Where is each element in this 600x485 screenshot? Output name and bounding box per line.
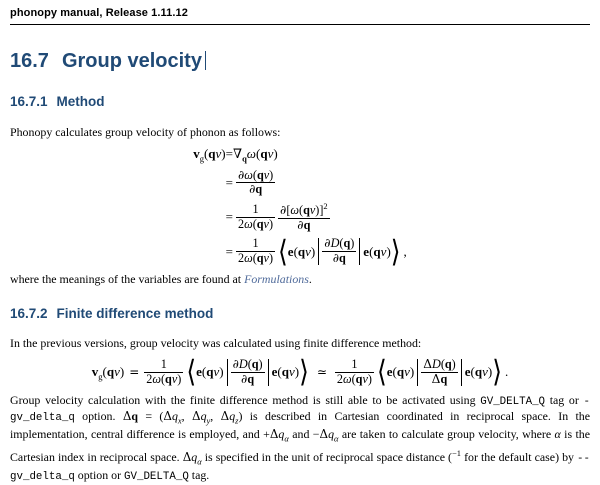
fd-description-paragraph: Group velocity calculation with the finite difference method is still able to be activated using GV_DELTA_Q tag or -gv_delta_q option. $\Delta q = (\Delta q_x$, $\Delta q_y$, $\Delta q_z$) is described in Cartesian coordinated in reciprocal space. In the implementation, central difference is employed, and $+\Delta q_\alpha$ and $-\Delta q_\alpha$ are taken to calculate group velocity, where α is the Cartesian index in reciprocal space. $\Delta q_\alpha$ is specified in the unit of reciprocal space distance ($^{-1}$ for the default case) by --gv_delta_q option or GV_DELTA_Q tag. bbox=[10, 392, 590, 484]
math-run: $=\nabla_q\omega(q\nu)$ bbox=[225, 146, 278, 164]
eigenvector-symbol: e(qν) bbox=[363, 243, 391, 259]
where-paragraph: where the meanings of the variables are found at Formulations. bbox=[10, 271, 312, 286]
eigenvector-symbol: e(qν) bbox=[386, 364, 415, 380]
equation-group-velocity-derivation bbox=[193, 146, 407, 269]
vertical-bar bbox=[227, 359, 228, 385]
vg-symbol: $v_g(q\nu)$ bbox=[193, 146, 226, 164]
math-inverse-unit: −1 bbox=[452, 447, 462, 458]
equals-sign: = bbox=[225, 243, 233, 259]
fd-intro-paragraph: In the previous versions, group velocity was calculated using finite difference method: bbox=[10, 336, 422, 350]
qnu-argument: (qν) bbox=[201, 364, 224, 380]
equals-sign: = bbox=[225, 174, 233, 190]
approx-equal-sign: ≃ bbox=[316, 365, 327, 380]
fraction-one-over-2omega: $\frac{1}{2\omega(q\nu)}$ bbox=[146, 357, 182, 386]
qnu-argument: (qν) bbox=[252, 251, 274, 266]
subsection-title: Method bbox=[56, 94, 105, 109]
math-alpha: α bbox=[554, 427, 561, 442]
running-header: phonopy manual, Release 1.11.12 bbox=[10, 7, 590, 25]
qnu-argument: (qν) bbox=[252, 216, 274, 231]
subsection-number: 16.7.1 bbox=[10, 94, 48, 109]
qnu-argument: (qν) bbox=[299, 203, 320, 218]
fraction-denominator: ∂q bbox=[278, 218, 330, 233]
qnu-argument: (qν) bbox=[351, 371, 372, 386]
trailing-period: . bbox=[504, 364, 509, 380]
fraction-dD-dq bbox=[322, 237, 356, 265]
fraction-numerator: ΔD(q) bbox=[423, 357, 456, 372]
eigenvector-symbol: e(qν) bbox=[287, 243, 316, 259]
inline-code-gv-delta-q-option2: --gv_delta_q bbox=[10, 452, 590, 484]
math-plus-delta-q-alpha: $+\Delta q_\alpha$ bbox=[263, 427, 289, 444]
fraction-one-over-2omega: $\frac{1}{2\omega(q\nu)}$ bbox=[237, 202, 274, 231]
math-minus-delta-q-alpha: $-\Delta q_\alpha$ bbox=[312, 427, 339, 444]
equation-finite-difference bbox=[10, 354, 590, 390]
eigenvector-symbol: e(qν) bbox=[464, 364, 493, 380]
fraction-domega-dq bbox=[236, 169, 275, 197]
section-number: 16.7 bbox=[10, 50, 49, 72]
eigenvector-symbol: e(qν) bbox=[196, 364, 224, 380]
subsection-number: 16.7.2 bbox=[10, 306, 48, 321]
equation-rhs-line1 bbox=[226, 146, 407, 164]
delta-q-alpha: $\Delta q_\alpha$ bbox=[319, 427, 339, 444]
vg-symbol: $v_g(q\nu)$ bbox=[91, 363, 125, 382]
qnu-argument: (qν) bbox=[392, 364, 415, 380]
vertical-bar bbox=[318, 238, 319, 264]
section-title: Group velocity bbox=[61, 50, 202, 72]
inline-code-gv-delta-q-option: -gv_delta_q bbox=[10, 395, 590, 424]
vertical-bar bbox=[359, 238, 360, 264]
subsection-heading-finite-difference bbox=[10, 306, 590, 322]
nabla-operator: ∇ bbox=[232, 147, 243, 163]
fraction-numerator: $\partial[\omega(q\nu)]^2$ bbox=[280, 201, 328, 218]
equation-rhs-line2 bbox=[226, 169, 407, 197]
fraction-denominator: 2ω(qν) bbox=[237, 251, 274, 266]
fraction-numerator: ∂ω(qν) bbox=[237, 167, 274, 182]
equals-sign: = bbox=[225, 209, 233, 225]
equation-lhs bbox=[193, 146, 225, 164]
fraction-denominator: ∂q bbox=[231, 372, 265, 387]
qnu-argument: (qν) bbox=[160, 371, 182, 386]
braket-expectation-finite bbox=[376, 354, 502, 390]
eigenvector-symbol: e(qν) bbox=[271, 364, 300, 380]
inline-code-gv-delta-q-tag2: GV_DELTA_Q bbox=[124, 471, 189, 484]
method-intro-paragraph: Phonopy calculates group velocity of phonon as follows: bbox=[10, 125, 281, 139]
fraction-denominator: 2ω(qν) bbox=[146, 371, 182, 386]
left-angle-bracket: ⟨ bbox=[376, 354, 387, 390]
inline-code-gv-delta-q-tag: GV_DELTA_Q bbox=[480, 395, 546, 408]
fraction-dD-dq bbox=[231, 358, 265, 386]
fraction-denominator: Δq bbox=[421, 372, 458, 387]
formulations-link[interactable]: Formulations bbox=[244, 271, 309, 286]
qnu-argument: (qν) bbox=[369, 243, 391, 259]
vertical-bar bbox=[461, 359, 462, 385]
delta-q-alpha: $\Delta q_\alpha$ bbox=[269, 427, 289, 444]
fraction-denominator: ∂q bbox=[236, 182, 275, 197]
subsection-heading-method bbox=[10, 94, 590, 110]
braket-expectation bbox=[278, 233, 401, 269]
qnu-argument: (qν) bbox=[255, 146, 278, 162]
vertical-bar bbox=[268, 359, 269, 385]
fraction-denominator: 2ω(qν) bbox=[336, 371, 372, 386]
fraction-numerator: ∂D(q) bbox=[232, 357, 263, 372]
subsection-title: Finite difference method bbox=[56, 306, 214, 321]
fraction-one-over-2omega: $\frac{1}{2\omega(q\nu)}$ bbox=[336, 357, 372, 386]
qnu-argument: (qν) bbox=[252, 167, 274, 182]
equation-rhs-line4 bbox=[225, 233, 407, 269]
equation-rhs-line3 bbox=[226, 202, 407, 232]
fraction-denominator: 2ω(qν) bbox=[237, 216, 274, 231]
math-delta-q-alpha bbox=[182, 449, 202, 467]
qnu-argument: (qν) bbox=[277, 364, 300, 380]
math-delta-q-vector: $\Delta q = (\Delta q_x$, $\Delta q_y$, $\Delta q_z$) bbox=[122, 408, 243, 426]
qnu-argument: (qν) bbox=[203, 146, 226, 162]
trailing-comma: , bbox=[403, 243, 407, 259]
qnu-argument: (qν) bbox=[102, 363, 125, 379]
braket-expectation bbox=[186, 354, 309, 390]
fraction-one-over-2omega: $\frac{1}{2\omega(q\nu)}$ bbox=[237, 236, 274, 266]
text-cursor bbox=[205, 51, 207, 70]
qnu-argument: (qν) bbox=[293, 243, 316, 259]
equals-sign: = bbox=[129, 365, 140, 380]
qnu-argument: (qν) bbox=[470, 364, 493, 380]
right-angle-bracket: ⟩ bbox=[299, 354, 309, 390]
fraction-numerator: ∂D(q) bbox=[324, 236, 355, 251]
left-angle-bracket: ⟨ bbox=[186, 354, 197, 390]
left-angle-bracket: ⟨ bbox=[278, 233, 288, 269]
vertical-bar bbox=[417, 359, 418, 385]
section-heading-group-velocity bbox=[10, 50, 590, 72]
right-angle-bracket: ⟩ bbox=[492, 354, 502, 390]
fraction-deltaD-deltaq bbox=[421, 358, 458, 386]
right-angle-bracket: ⟩ bbox=[390, 233, 401, 269]
fraction-domega-squared bbox=[278, 202, 330, 232]
fraction-denominator: ∂q bbox=[322, 251, 356, 266]
delta-q-alpha: $\Delta q_\alpha$ bbox=[182, 449, 202, 467]
